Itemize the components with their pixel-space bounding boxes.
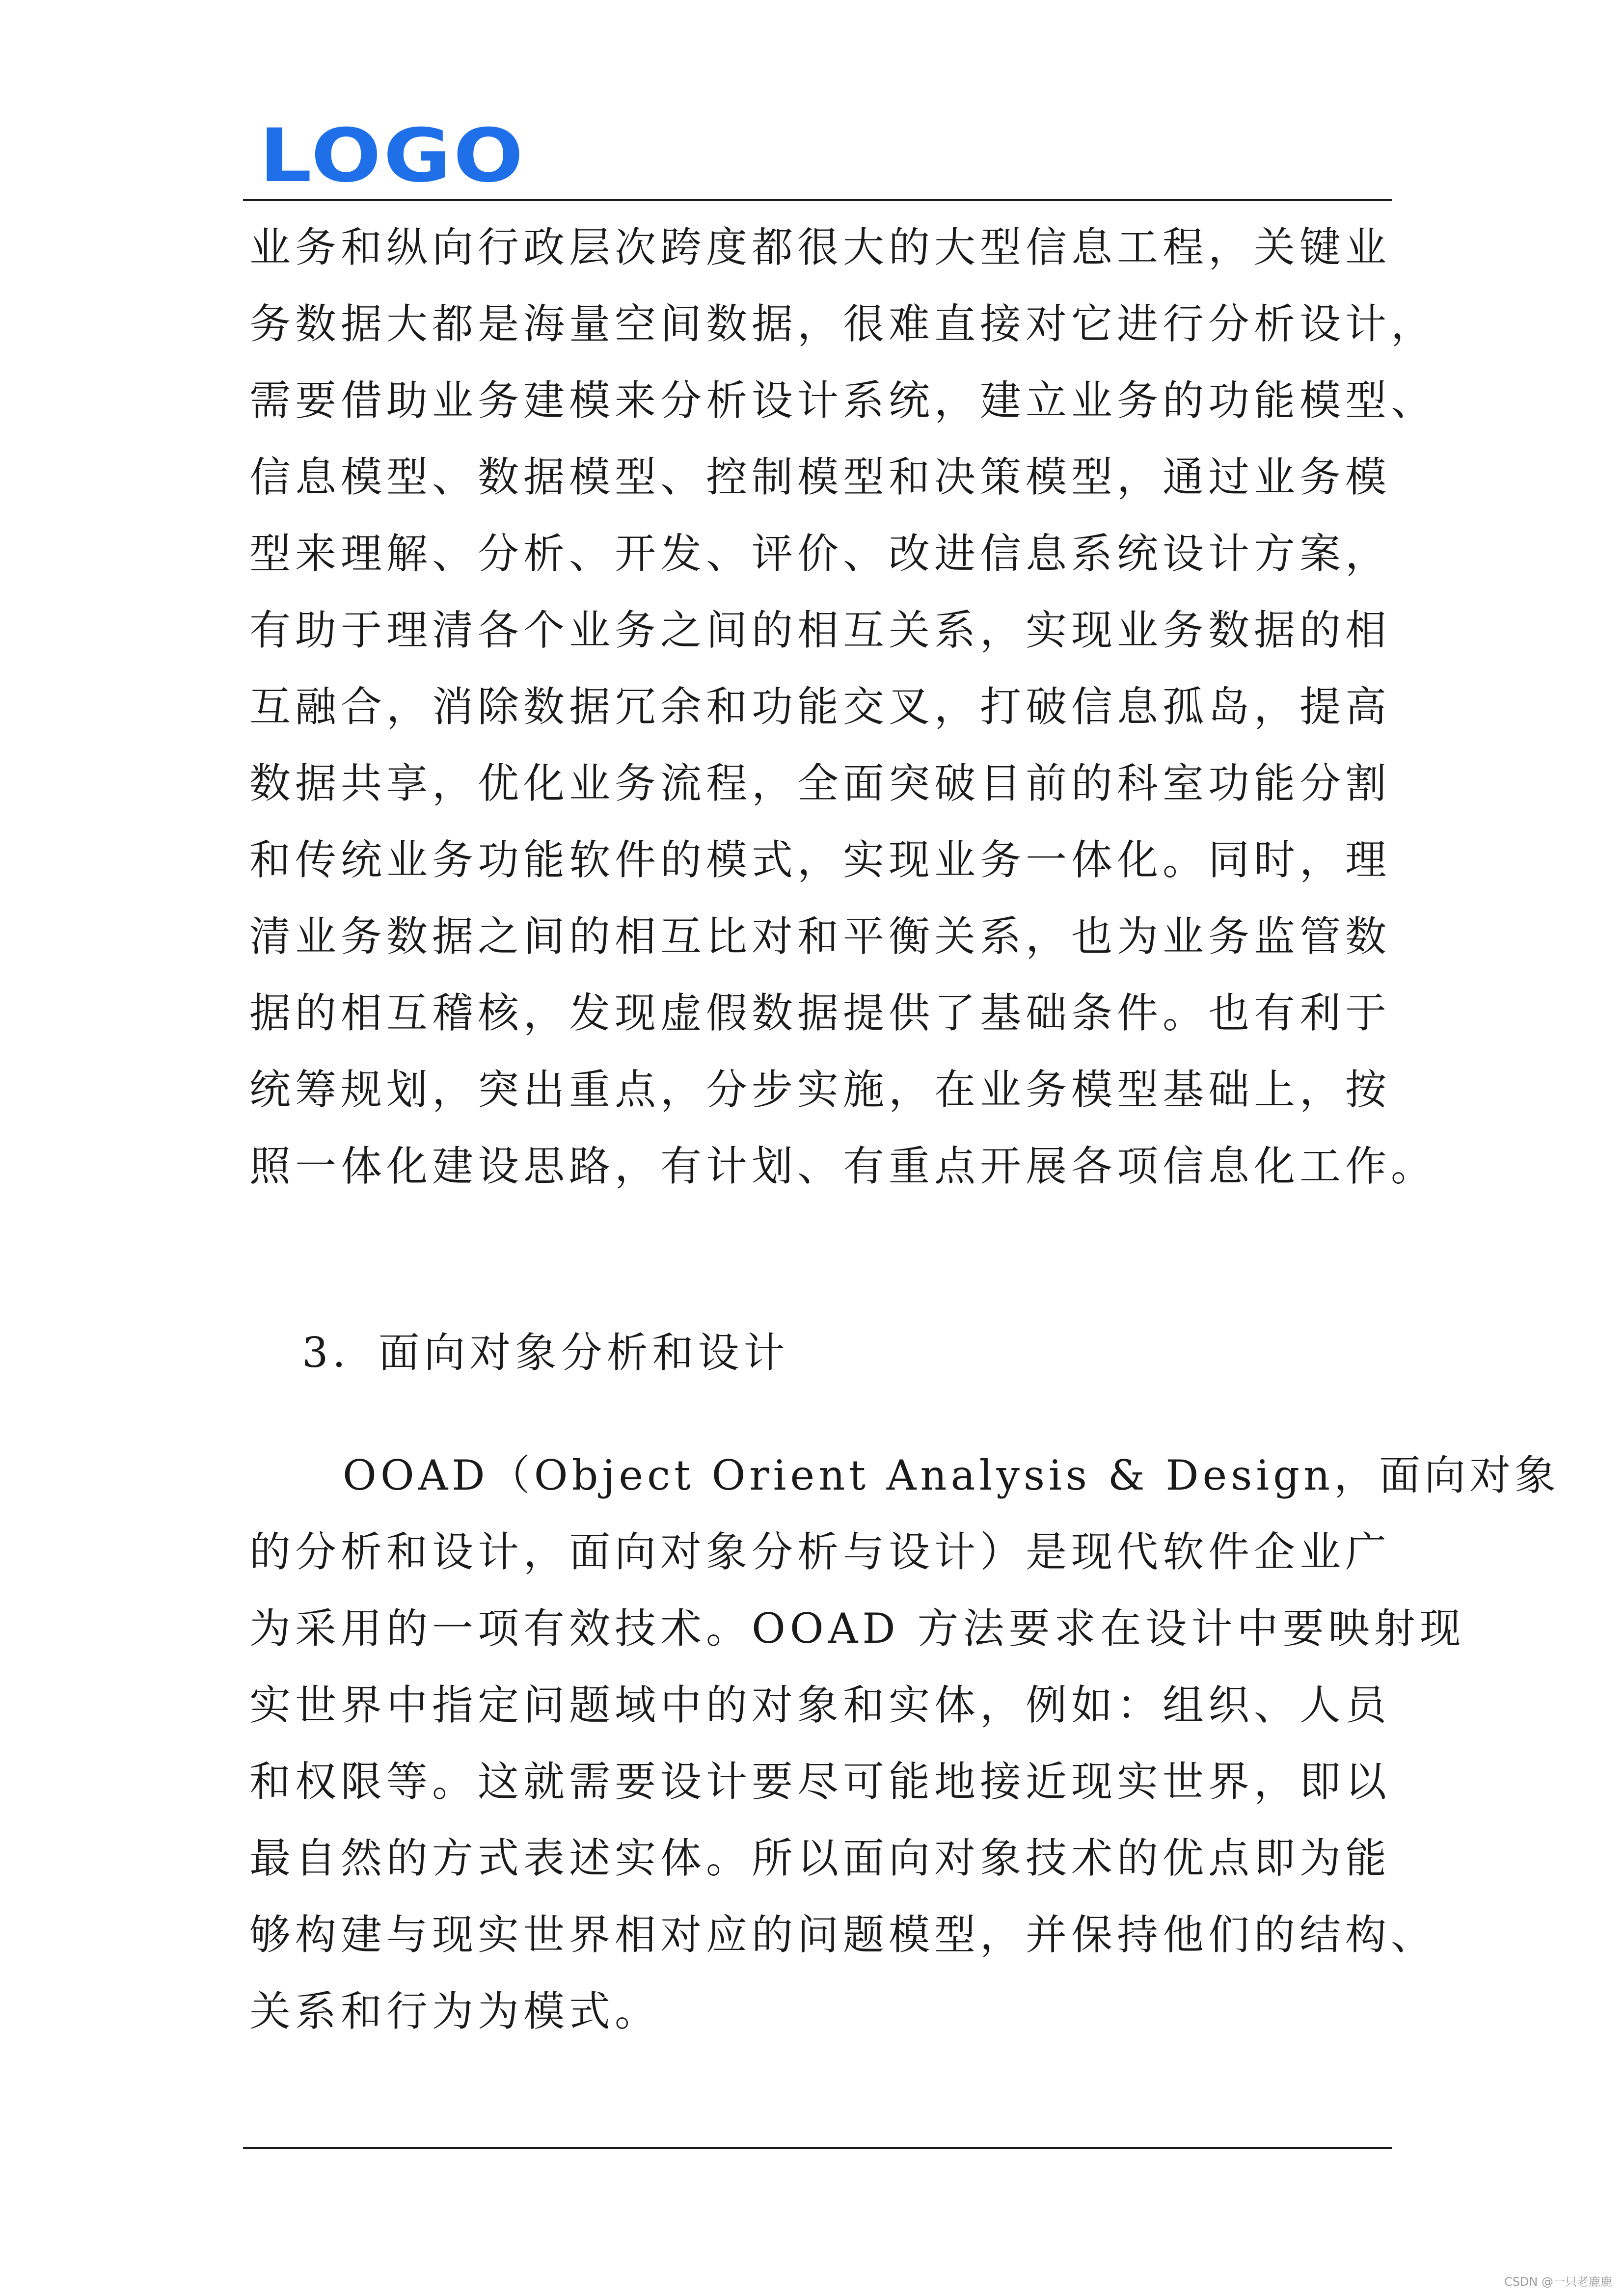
text-line: 型来理解、分析、开发、评价、改进信息系统设计方案， bbox=[249, 530, 1391, 578]
text-line: 关系和行为为模式。 bbox=[249, 1987, 661, 2035]
logo: LOGO bbox=[259, 113, 526, 199]
text-line: 互融合，消除数据冗余和功能交叉，打破信息孤岛，提高 bbox=[249, 683, 1391, 731]
text-line: 务数据大都是海量空间数据，很难直接对它进行分析设计， bbox=[249, 300, 1437, 348]
footer-divider bbox=[243, 2147, 1392, 2149]
text-line: 清业务数据之间的相互比对和平衡关系，也为业务监管数 bbox=[249, 912, 1391, 961]
text-line: 最自然的方式表述实体。所以面向对象技术的优点即为能 bbox=[249, 1834, 1391, 1882]
text-line: 信息模型、数据模型、控制模型和决策模型，通过业务模 bbox=[249, 453, 1391, 501]
paragraph-business-modeling bbox=[249, 209, 1437, 1204]
text-line: 照一体化建设思路，有计划、有重点开展各项信息化工作。 bbox=[249, 1142, 1437, 1190]
text-line: 业务和纵向行政层次跨度都很大的大型信息工程，关键业 bbox=[249, 223, 1391, 271]
section-heading: 3．面向对象分析和设计 bbox=[302, 1329, 789, 1377]
text-line: 有助于理清各个业务之间的相互关系，实现业务数据的相 bbox=[249, 606, 1391, 654]
text-line: 为采用的一项有效技术。OOAD 方法要求在设计中要映射现 bbox=[249, 1604, 1465, 1653]
text-line: 数据共享，优化业务流程，全面突破目前的科室功能分割 bbox=[249, 759, 1391, 807]
text-line: 需要借助业务建模来分析设计系统，建立业务的功能模型、 bbox=[249, 376, 1437, 425]
text-line: 实世界中指定问题域中的对象和实体，例如：组织、人员 bbox=[249, 1681, 1391, 1729]
header-divider bbox=[243, 199, 1392, 201]
text-line: 据的相互稽核，发现虚假数据提供了基础条件。也有利于 bbox=[249, 989, 1391, 1037]
text-line: OOAD（Object Orient Analysis & Design，面向对象 bbox=[343, 1451, 1560, 1499]
text-line: 和权限等。这就需要设计要尽可能地接近现实世界，即以 bbox=[249, 1758, 1391, 1806]
paragraph-ooad bbox=[249, 1437, 1560, 2050]
watermark: CSDN @一只老鹿鹿 bbox=[1504, 2275, 1612, 2289]
text-line: 和传统业务功能软件的模式，实现业务一体化。同时，理 bbox=[249, 836, 1391, 884]
text-line: 够构建与现实世界相对应的问题模型，并保持他们的结构、 bbox=[249, 1911, 1437, 1959]
text-line: 统筹规划，突出重点，分步实施，在业务模型基础上，按 bbox=[249, 1066, 1391, 1114]
text-line: 的分析和设计，面向对象分析与设计）是现代软件企业广 bbox=[249, 1528, 1391, 1576]
